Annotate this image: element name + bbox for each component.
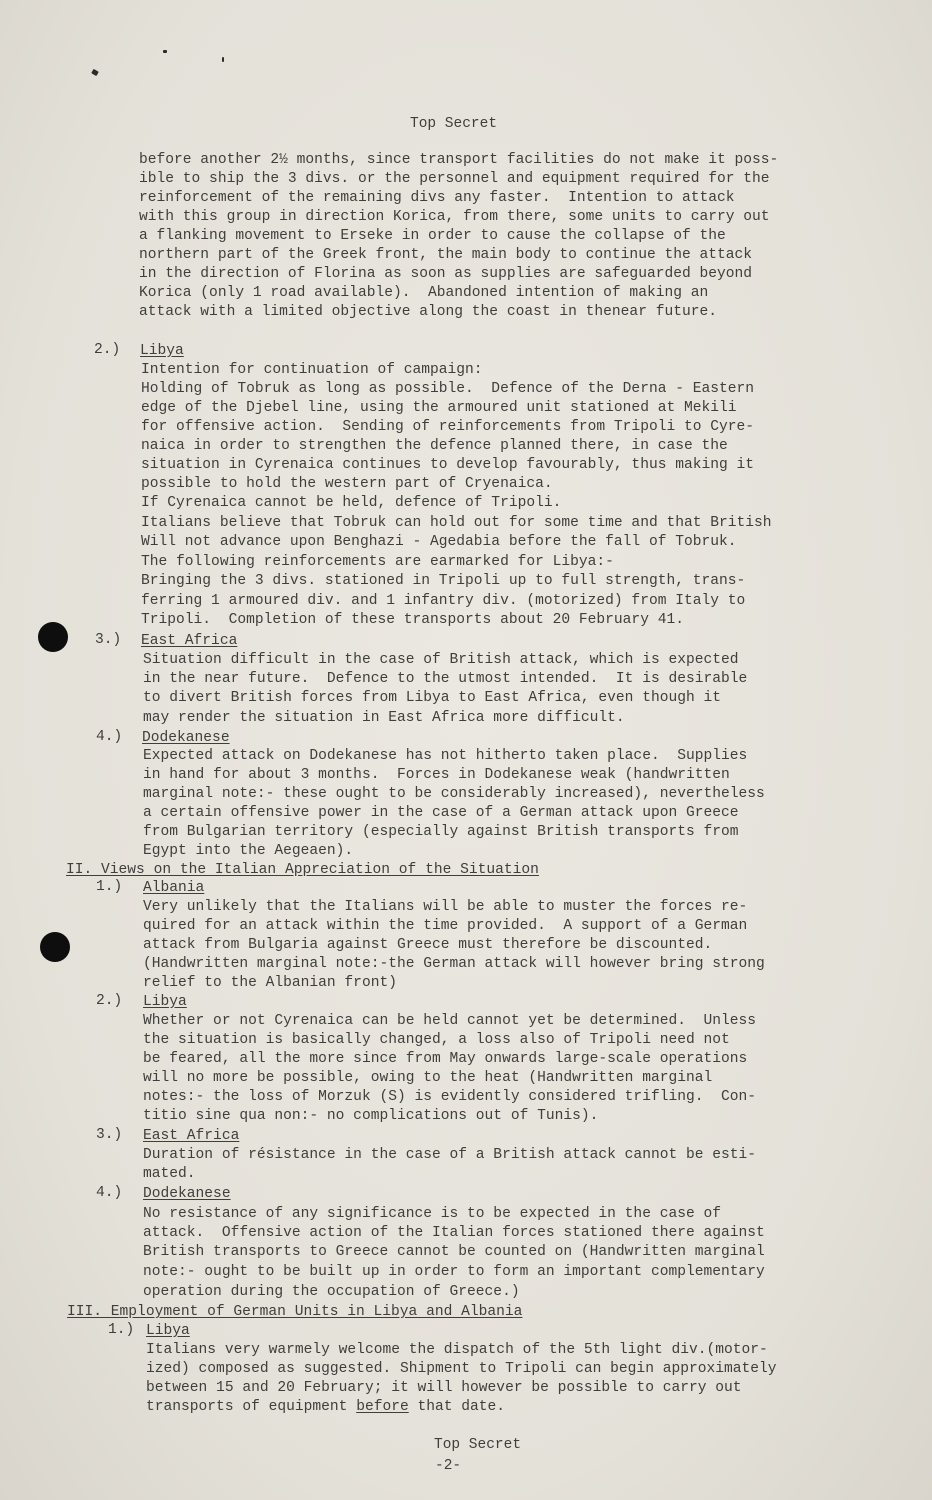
text-line: Intention for continuation of campaign:	[141, 362, 483, 378]
speck	[163, 50, 167, 53]
text-segment: transports of equipment	[146, 1399, 357, 1415]
text-line: Will not advance upon Benghazi - Agedabia before the fall of Tobruk.	[141, 534, 737, 550]
text-line: possible to hold the western part of Cryenaica.	[141, 476, 553, 492]
text-line: attack. Offensive action of the Italian forces stationed there against	[143, 1225, 765, 1241]
text-line: naica in order to strengthen the defence planned there, in case the	[141, 438, 728, 454]
text-line: note:- ought to be built up in order to form an important complementary	[143, 1264, 765, 1280]
text-line: a flanking movement to Erseke in order to cause the collapse of the	[139, 228, 726, 244]
text-line: Situation difficult in the case of British attack, which is expected	[143, 652, 739, 668]
item-number: 4.)	[96, 729, 123, 745]
text-line: be feared, all the more since from May onwards large-scale operations	[143, 1051, 748, 1067]
text-line: Bringing the 3 divs. stationed in Tripoli up to full strength, trans-	[141, 573, 746, 589]
text-line: relief to the Albanian front)	[143, 975, 397, 991]
section-heading: II. Views on the Italian Appreciation of the Situation	[66, 862, 539, 878]
text-line: (Handwritten marginal note:-the German attack will however bring strong	[143, 956, 765, 972]
text-line: attack from Bulgaria against Greece must therefore be discounted.	[143, 937, 713, 953]
item-number: 1.)	[108, 1322, 135, 1338]
text-line: to divert British forces from Libya to East Africa, even though it	[143, 690, 722, 706]
text-line: The following reinforcements are earmarked for Libya:-	[141, 554, 614, 570]
item-title: Albania	[143, 880, 205, 896]
item-title: Libya	[146, 1323, 190, 1339]
text-line: marginal note:- these ought to be considerably increased), nevertheless	[143, 786, 765, 802]
text-line: reinforcement of the remaining divs any faster. Intention to attack	[139, 190, 735, 206]
text-line: ferring 1 armoured div. and 1 infantry div. (motorized) from Italy to	[141, 593, 746, 609]
text-line: between 15 and 20 February; it will however be possible to carry out	[146, 1380, 742, 1396]
item-title: Libya	[143, 994, 187, 1010]
item-number: 1.)	[96, 879, 123, 895]
text-line: northern part of the Greek front, the main body to continue the attack	[139, 247, 753, 263]
item-title: East Africa	[141, 633, 238, 649]
item-title: Dodekanese	[142, 730, 230, 746]
speck	[222, 57, 224, 62]
item-title: Libya	[140, 343, 184, 359]
speck	[91, 69, 99, 76]
page-header: Top Secret	[410, 116, 498, 132]
text-line: may render the situation in East Africa more difficult.	[143, 710, 625, 726]
text-line: Tripoli. Completion of these transports about 20 February 41.	[141, 612, 684, 628]
text-line: Expected attack on Dodekanese has not hitherto taken place. Supplies	[143, 748, 748, 764]
text-line: British transports to Greece cannot be counted on (Handwritten marginal	[143, 1244, 765, 1260]
section-heading: III. Employment of German Units in Libya and Albania	[67, 1304, 523, 1320]
text-line: Holding of Tobruk as long as possible. Defence of the Derna - Eastern	[141, 381, 755, 397]
item-title: Dodekanese	[143, 1186, 231, 1202]
item-number: 4.)	[96, 1185, 123, 1201]
text-line: operation during the occupation of Greece.)	[143, 1284, 520, 1300]
text-line: Italians believe that Tobruk can hold out for some time and that British	[141, 515, 772, 531]
text-line: attack with a limited objective along the coast in thenear future.	[139, 304, 718, 320]
text-line: situation in Cyrenaica continues to develop favourably, thus making it	[141, 457, 755, 473]
text-line: edge of the Djebel line, using the armoured unit stationed at Mekili	[141, 400, 737, 416]
text-segment: that date.	[408, 1399, 506, 1415]
text-line: with this group in direction Korica, from there, some units to carry out	[139, 209, 770, 225]
text-line: in the direction of Florina as soon as supplies are safeguarded beyond	[139, 266, 753, 282]
text-line: will no more be possible, owing to the heat (Handwritten marginal	[143, 1070, 713, 1086]
text-line: in the near future. Defence to the utmost intended. It is desirable	[143, 671, 748, 687]
text-line: before another 2½ months, since transport facilities do not make it poss-	[139, 152, 779, 168]
text-line: mated.	[143, 1166, 196, 1182]
text-line: Whether or not Cyrenaica can be held cannot yet be determined. Unless	[143, 1013, 757, 1029]
text-line: If Cyrenaica cannot be held, defence of Tripoli.	[141, 495, 562, 511]
item-number: 3.)	[95, 632, 122, 648]
item-title: East Africa	[143, 1128, 240, 1144]
text-line: a certain offensive power in the case of a German attack upon Greece	[143, 805, 739, 821]
text-line: No resistance of any significance is to be expected in the case of	[143, 1206, 722, 1222]
page-footer-title: Top Secret	[434, 1437, 522, 1453]
text-line: quired for an attack within the time provided. A support of a German	[143, 918, 748, 934]
punch-hole-bottom	[40, 932, 70, 962]
text-line: the situation is basically changed, a loss also of Tripoli need not	[143, 1032, 730, 1048]
text-line: for offensive action. Sending of reinforcements from Tripoli to Cyre-	[141, 419, 755, 435]
text-line: titio sine qua non:- no complications out of Tunis).	[143, 1108, 599, 1124]
text-line: Italians very warmely welcome the dispatch of the 5th light div.(motor-	[146, 1342, 768, 1358]
text-line: Egypt into the Aegeaen).	[143, 843, 354, 859]
page-number: -2-	[435, 1458, 462, 1474]
item-number: 3.)	[96, 1127, 123, 1143]
underlined-word: before	[356, 1399, 409, 1415]
item-number: 2.)	[94, 342, 121, 358]
text-line: Korica (only 1 road available). Abandoned intention of making an	[139, 285, 709, 301]
text-line: ible to ship the 3 divs. or the personnel and equipment required for the	[139, 171, 770, 187]
text-line: ized) composed as suggested. Shipment to Tripoli can begin approximately	[146, 1361, 777, 1377]
text-line-final	[146, 1398, 505, 1417]
text-line: from Bulgarian territory (especially against British transports from	[143, 824, 739, 840]
text-line: Duration of résistance in the case of a British attack cannot be esti-	[143, 1147, 757, 1163]
item-number: 2.)	[96, 993, 123, 1009]
punch-hole-top	[38, 622, 68, 652]
text-line: notes:- the loss of Morzuk (S) is evidently considered trifling. Con-	[143, 1089, 757, 1105]
text-line: in hand for about 3 months. Forces in Dodekanese weak (handwritten	[143, 767, 730, 783]
text-line: Very unlikely that the Italians will be able to muster the forces re-	[143, 899, 748, 915]
